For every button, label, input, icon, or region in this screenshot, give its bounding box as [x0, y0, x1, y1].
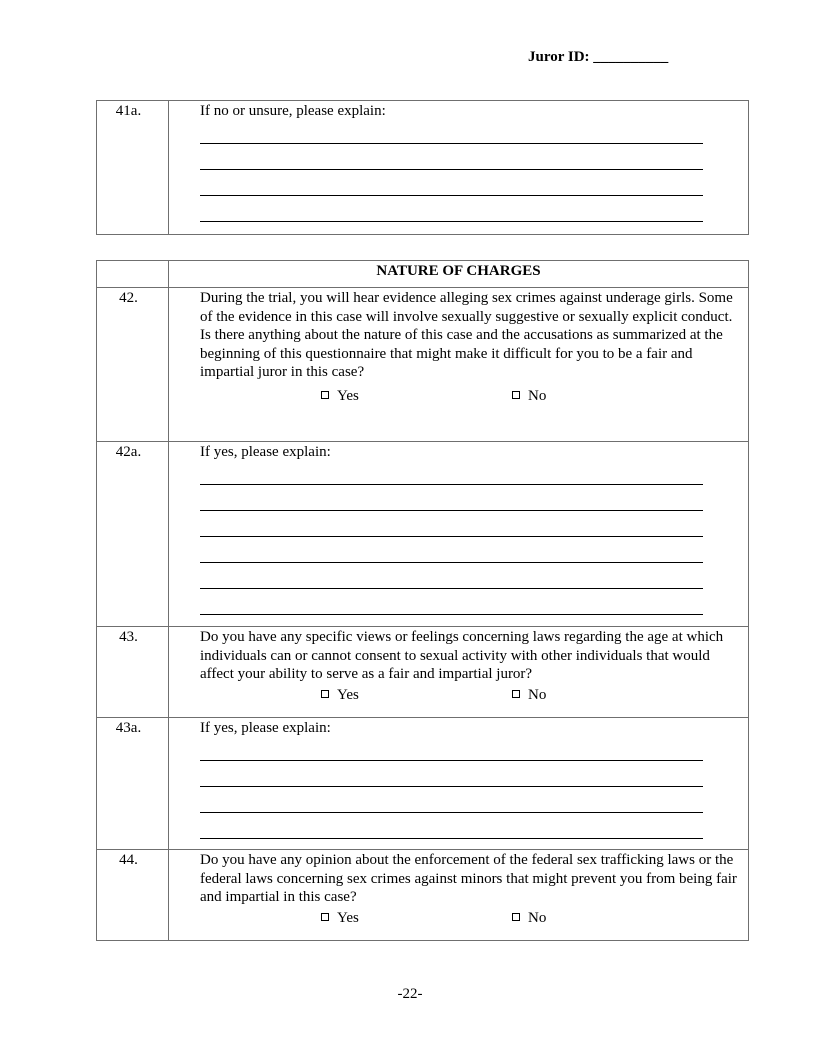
question-text: If yes, please explain:	[200, 444, 331, 460]
no-option[interactable]	[512, 686, 546, 705]
juror-id-field[interactable]: Juror ID: __________	[528, 49, 669, 65]
answer-line[interactable]	[200, 537, 703, 563]
answer-line[interactable]	[200, 144, 703, 170]
section-heading: NATURE OF CHARGES	[169, 261, 749, 288]
question-number: 43.	[97, 627, 169, 718]
question-text: During the trial, you will hear evidence alleging sex crimes against underage girls. Some of the evidence in this case will involve sexually suggestive or sexually explicit conduct. Is there anything about the nature of this case and the accusations as summarized at the beginning of this questionnaire that might make it difficult for you to be a fair and impartial juror in this case?	[200, 290, 733, 380]
answer-line[interactable]	[200, 742, 703, 761]
question-number: 42.	[97, 288, 169, 442]
checkbox-icon[interactable]	[512, 391, 520, 399]
yes-no-options	[200, 387, 740, 409]
answer-line[interactable]	[200, 196, 703, 222]
no-option[interactable]	[512, 909, 546, 928]
yes-label: Yes	[337, 909, 359, 926]
question-cell	[169, 627, 749, 718]
no-option[interactable]	[512, 387, 546, 406]
answer-lines[interactable]	[200, 742, 703, 839]
question-cell	[169, 850, 749, 941]
no-label: No	[528, 387, 547, 404]
answer-lines[interactable]	[200, 466, 703, 615]
yes-option[interactable]	[321, 909, 359, 928]
answer-line[interactable]	[200, 563, 703, 589]
question-text: If yes, please explain:	[200, 720, 331, 736]
question-cell	[169, 442, 749, 627]
section-heading-row	[97, 261, 749, 288]
question-number: 43a.	[97, 718, 169, 850]
answer-lines[interactable]	[200, 125, 703, 222]
page-number: -22-	[397, 986, 423, 1002]
answer-line[interactable]	[200, 511, 703, 537]
no-label: No	[528, 909, 547, 926]
yes-no-options	[200, 909, 740, 931]
checkbox-icon[interactable]	[321, 391, 329, 399]
question-text: Do you have any opinion about the enforcement of the federal sex trafficking laws or the federal laws concerning sex crimes against minors that might prevent you from being fair and impartial in this case?	[200, 852, 737, 905]
yes-option[interactable]	[321, 387, 359, 406]
answer-line[interactable]	[200, 485, 703, 511]
answer-line[interactable]	[200, 125, 703, 144]
answer-line[interactable]	[200, 589, 703, 615]
checkbox-icon[interactable]	[512, 913, 520, 921]
answer-line[interactable]	[200, 170, 703, 196]
question-row-42	[97, 288, 749, 442]
question-number: 42a.	[97, 442, 169, 627]
yes-no-options	[200, 686, 740, 708]
question-row-44	[97, 850, 749, 941]
answer-line[interactable]	[200, 813, 703, 839]
question-number: 41a.	[97, 101, 169, 235]
question-text: Do you have any specific views or feelings concerning laws regarding the age at which individuals can or cannot consent to sexual activity with other individuals that would affect your ability to serve as a fair and impartial juror?	[200, 629, 724, 682]
nature-of-charges-table	[96, 260, 749, 941]
empty-number-cell	[97, 261, 169, 288]
yes-option[interactable]	[321, 686, 359, 705]
question-cell	[169, 101, 749, 235]
question-text: If no or unsure, please explain:	[200, 103, 386, 119]
question-row-41a	[97, 101, 749, 235]
yes-label: Yes	[337, 686, 359, 703]
answer-line[interactable]	[200, 761, 703, 787]
answer-line[interactable]	[200, 787, 703, 813]
question-row-43a	[97, 718, 749, 850]
checkbox-icon[interactable]	[512, 690, 520, 698]
no-label: No	[528, 686, 547, 703]
question-cell	[169, 718, 749, 850]
answer-line[interactable]	[200, 466, 703, 485]
question-table-41a	[96, 100, 749, 235]
question-row-42a	[97, 442, 749, 627]
checkbox-icon[interactable]	[321, 690, 329, 698]
question-number: 44.	[97, 850, 169, 941]
yes-label: Yes	[337, 387, 359, 404]
question-cell	[169, 288, 749, 442]
checkbox-icon[interactable]	[321, 913, 329, 921]
question-row-43	[97, 627, 749, 718]
